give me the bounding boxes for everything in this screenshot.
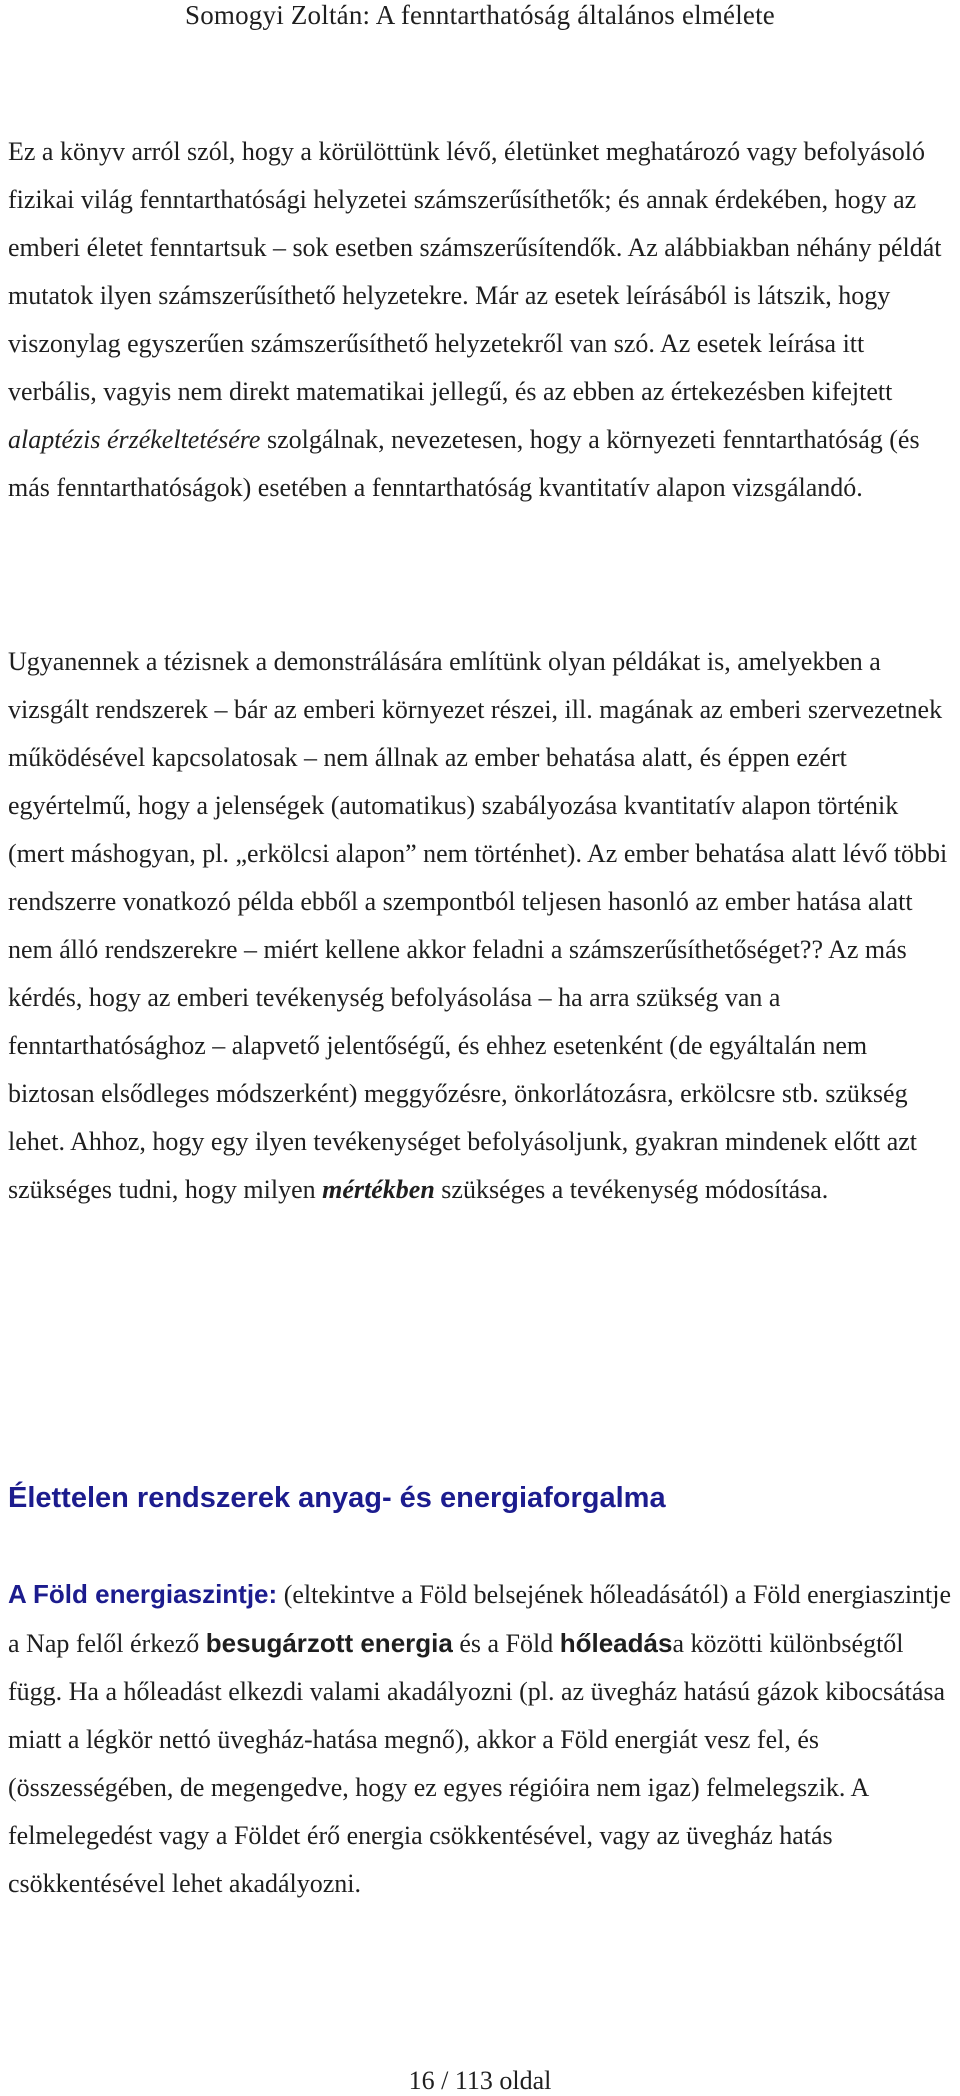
term-label: A Föld energiaszintje: <box>8 1579 278 1609</box>
text-run: Ugyanennek a tézisnek a demonstrálására említünk olyan példákat is, amelyekben a vizsgált rendszerek – bár az emberi környezet részei, ill. magának az emberi szervezetnek működésével kapcsolatosak – nem állnak az ember behatása alatt, és éppen ezért egyértelmű, hogy a jelenségek (automatikus) szabályozása kvantitatív alapon történik (mert máshogyan, pl. „erkölcsi alapon” nem történhet). Az ember behatása alatt lévő többi rendszerre vonatkozó példa ebből a szempontból teljesen hasonló az ember hatása alatt nem álló rendszerekre – miért kellene akkor feladni a számszerűsíthetőséget?? Az más kérdés, hogy az emberi tevékenység befolyásolása – ha arra szükség van a fenntarthatósághoz – alapvető jelentőségű, és ehhez esetenként (de egyáltalán nem biztosan elsődleges módszerként) meggyőzésre, önkorlátozásra, erkölcsre stb. szükség lehet. Ahhoz, hogy egy ilyen tevékenységet befolyásoljunk, gyakran mindenek előtt azt szükséges tudni, hogy milyen <box>8 647 948 1204</box>
text-run: (eltekintve a Föld belsejének hőleadásától) a Föld energiaszintje a Nap felől érkező <box>8 1580 952 1658</box>
text-run: és a Föld <box>452 1629 560 1658</box>
paragraph-earth-energy <box>8 1570 952 1908</box>
emphasis-text: alaptézis érzékeltetésére <box>8 425 261 454</box>
page-number: 16 / 113 oldal <box>408 2066 552 2095</box>
emphasis-text: mértékben <box>322 1175 435 1204</box>
paragraph-intro <box>8 128 952 512</box>
text-run: Ez a könyv arról szól, hogy a körülöttünk lévő, életünket meghatározó vagy befolyásoló fizikai világ fenntarthatósági helyzetei számszerűsíthetők; és annak érdekében, hogy az emberi életet fenntartsuk – sok esetben számszerűsítendők. Az alábbiakban néhány példát mutatok ilyen számszerűsíthető helyzetekre. Már az esetek leírásából is látszik, hogy viszonylag egyszerűen számszerűsíthető helyzetekről van szó. Az esetek leírása itt verbális, vagyis nem direkt matematikai jellegű, és az ebben az értekezésben kifejtett <box>8 137 942 406</box>
section-heading: Élettelen rendszerek anyag- és energiaforgalma <box>8 1482 666 1514</box>
bold-term: hőleadás <box>559 1628 673 1658</box>
page-header: Somogyi Zoltán: A fenntarthatóság általános elmélete <box>184 0 775 30</box>
text-run: szolgálnak, nevezetesen, hogy a környezeti fenntarthatóság (és más fenntarthatóságok) esetében a fenntarthatóság kvantitatív alapon vizsgálandó. <box>8 425 920 502</box>
bold-term: besugárzott energia <box>205 1628 453 1658</box>
text-run: szükséges a tevékenység módosítása. <box>434 1175 829 1204</box>
text-run: a közötti különbségtől függ. Ha a hőleadást elkezdi valami akadályozni (pl. az üvegház hatású gázok kibocsátása miatt a légkör nettó üvegház-hatása megnő), akkor a Föld energiát vesz fel, és (összességében, de megengedve, hogy ez egyes régióira nem igaz) felmelegszik. A felmelegedést vagy a Földet érő energia csökkentésével, vagy az üvegház hatás csökkentésével lehet akadályozni. <box>8 1629 946 1898</box>
paragraph-demonstration <box>8 638 952 1214</box>
